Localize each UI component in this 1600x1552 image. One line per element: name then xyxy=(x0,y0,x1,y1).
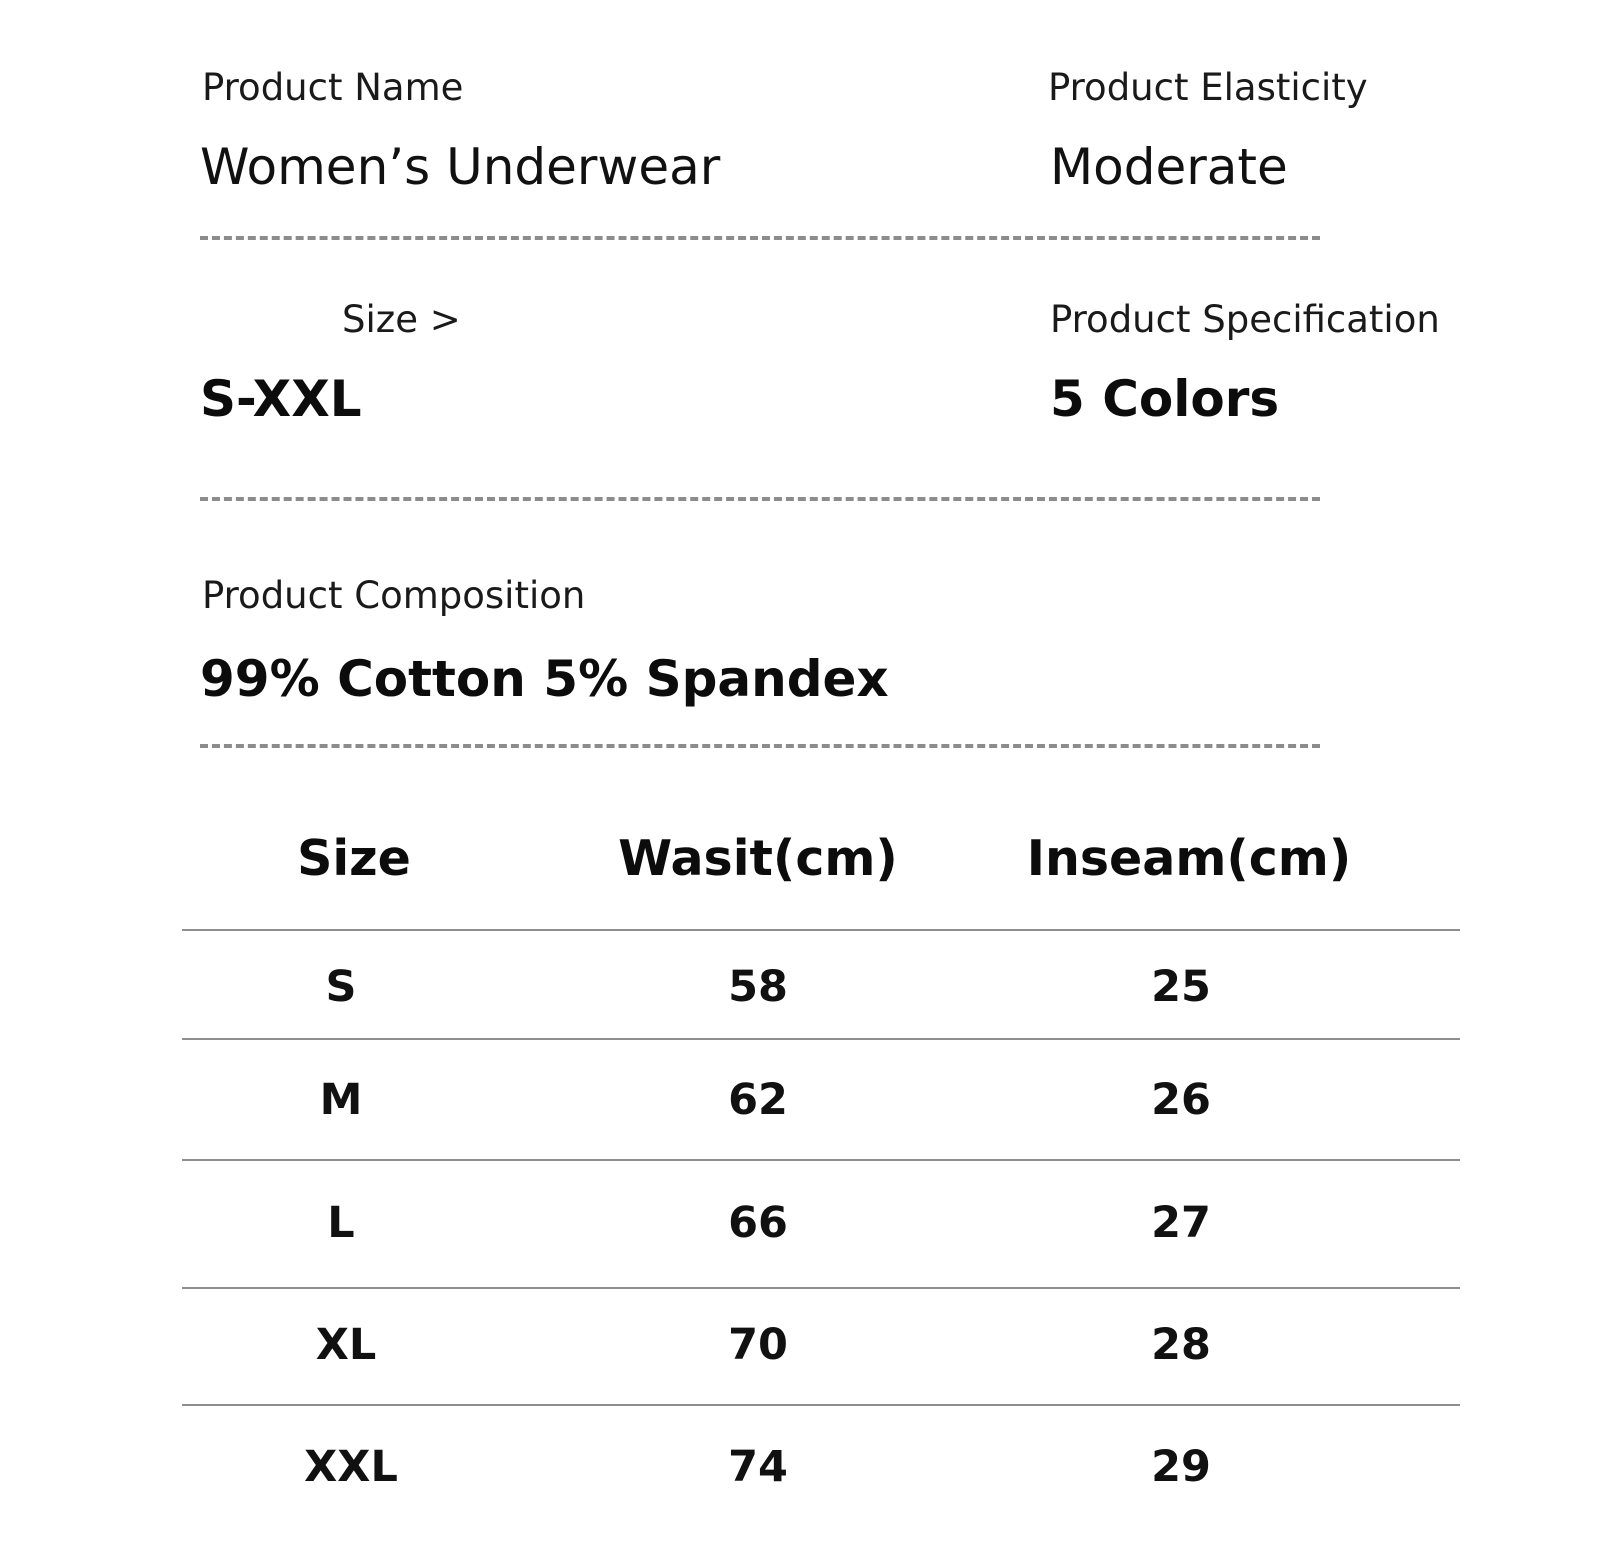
table-cell-waist: 66 xyxy=(728,1198,788,1248)
product-specification-value: 5 Colors xyxy=(1050,370,1280,428)
table-cell-size: XXL xyxy=(304,1442,398,1492)
product-composition-value: 99% Cotton 5% Spandex xyxy=(200,650,889,708)
table-header-waist: Wasit(cm) xyxy=(618,830,898,887)
table-cell-inseam: 27 xyxy=(1151,1198,1211,1248)
table-cell-size: L xyxy=(327,1198,355,1248)
product-name-label: Product Name xyxy=(202,66,464,109)
size-range-value: S-XXL xyxy=(200,370,362,428)
divider-1 xyxy=(200,236,1320,240)
table-rule xyxy=(182,1159,1460,1161)
table-cell-waist: 74 xyxy=(728,1442,788,1492)
size-label: Size > xyxy=(342,298,461,341)
table-cell-waist: 62 xyxy=(728,1075,788,1125)
table-cell-waist: 58 xyxy=(728,962,788,1012)
table-header-size: Size xyxy=(297,830,411,887)
product-elasticity-value: Moderate xyxy=(1050,138,1288,196)
table-cell-inseam: 25 xyxy=(1151,962,1211,1012)
table-rule xyxy=(182,1404,1460,1406)
table-rule xyxy=(182,1038,1460,1040)
table-cell-inseam: 29 xyxy=(1151,1442,1211,1492)
table-cell-inseam: 28 xyxy=(1151,1320,1211,1370)
divider-2 xyxy=(200,497,1320,501)
table-cell-size: XL xyxy=(315,1320,377,1370)
table-cell-size: S xyxy=(325,962,357,1012)
table-cell-inseam: 26 xyxy=(1151,1075,1211,1125)
table-rule xyxy=(182,929,1460,931)
table-rule xyxy=(182,1287,1460,1289)
divider-3 xyxy=(200,744,1320,748)
product-specification-label: Product Specification xyxy=(1050,298,1440,341)
product-elasticity-label: Product Elasticity xyxy=(1048,66,1368,109)
table-cell-waist: 70 xyxy=(728,1320,788,1370)
product-composition-label: Product Composition xyxy=(202,574,586,617)
product-name-value: Women’s Underwear xyxy=(200,138,721,196)
table-header-inseam: Inseam(cm) xyxy=(1026,830,1352,887)
table-cell-size: M xyxy=(319,1075,363,1125)
